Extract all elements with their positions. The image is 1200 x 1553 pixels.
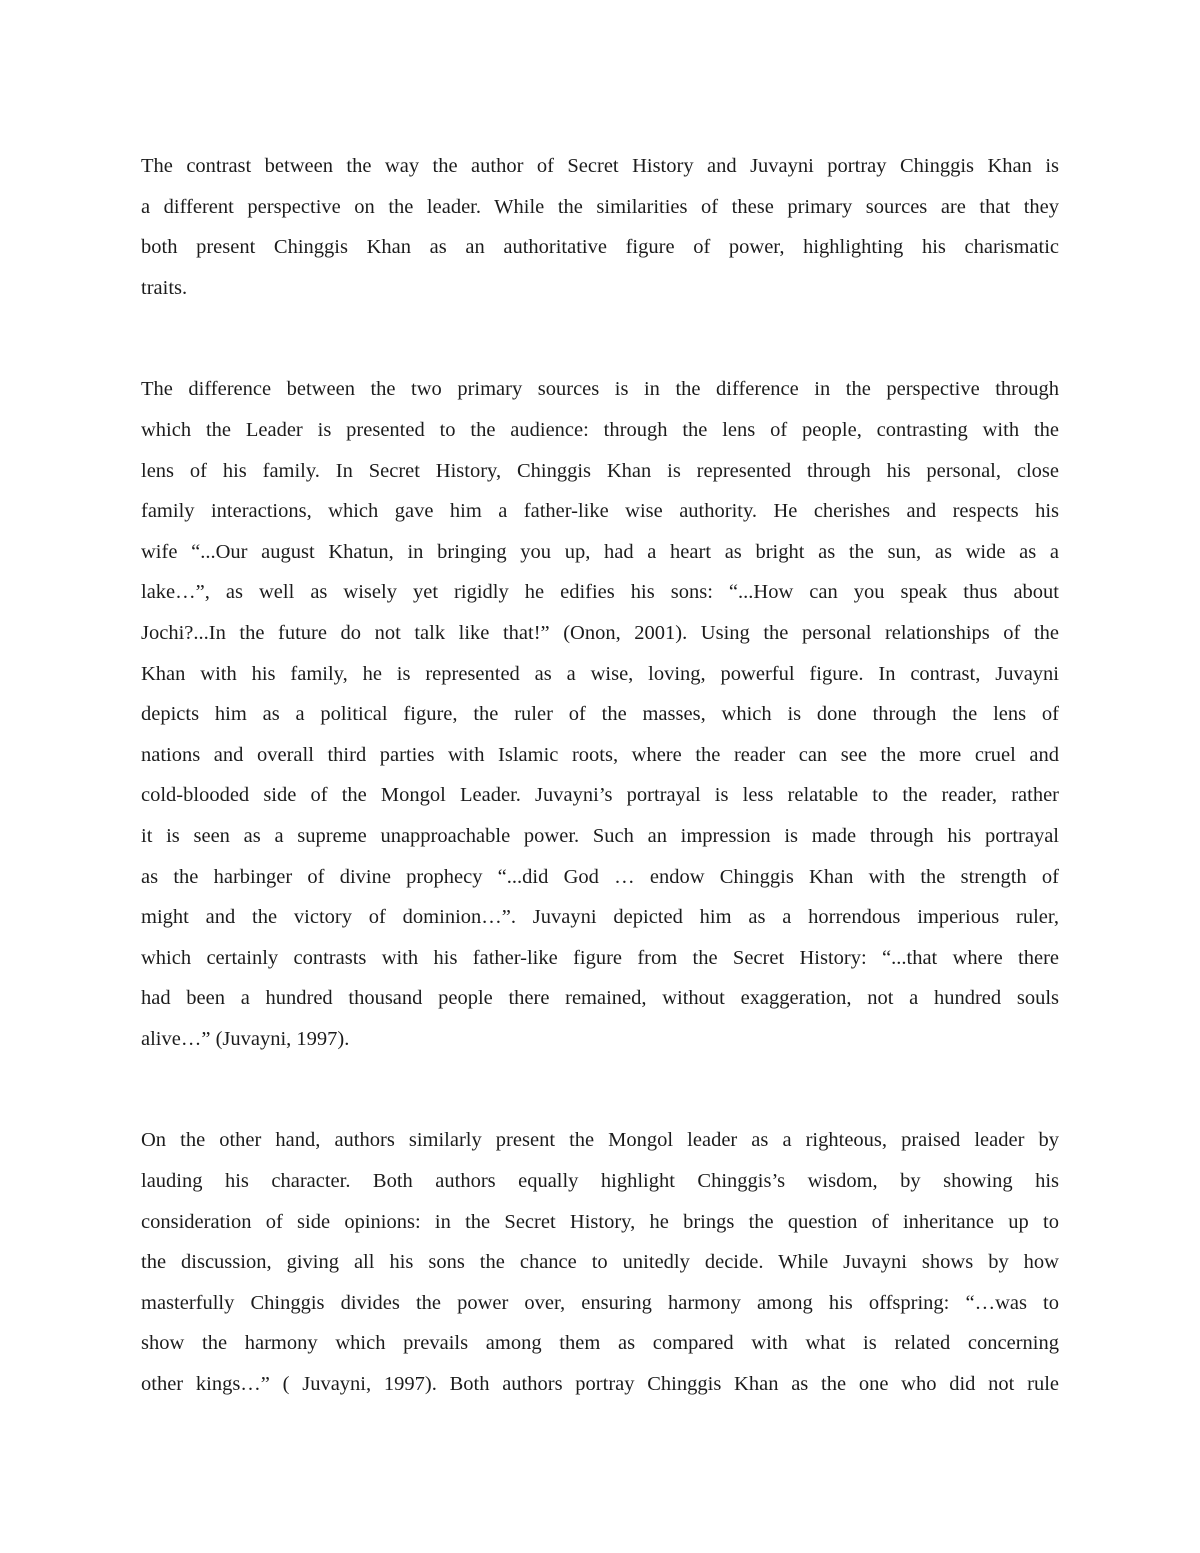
text-line: lens of his family. In Secret History, Chinggis Khan is represented through his personal, close xyxy=(141,459,1059,482)
text-line: the discussion, giving all his sons the chance to unitedly decide. While Juvayni shows by how xyxy=(141,1251,1059,1274)
text-line: both present Chinggis Khan as an authoritative figure of power, highlighting his charismatic xyxy=(141,236,1059,259)
text-line: depicts him as a political figure, the ruler of the masses, which is done through the lens of xyxy=(141,703,1059,726)
paragraph-3 xyxy=(141,1120,1059,1404)
text-line: which the Leader is presented to the audience: through the lens of people, contrasting with the xyxy=(141,418,1059,441)
text-line: as the harbinger of divine prophecy “...did God … endow Chinggis Khan with the strength of xyxy=(141,865,1059,888)
text-line: lake…”, as well as wisely yet rigidly he edifies his sons: “...How can you speak thus about xyxy=(141,581,1059,604)
text-line: show the harmony which prevails among them as compared with what is related concerning xyxy=(141,1332,1059,1355)
text-line: might and the victory of dominion…”. Juvayni depicted him as a horrendous imperious ruler, xyxy=(141,906,1059,929)
text-line: masterfully Chinggis divides the power over, ensuring harmony among his offspring: “…was to xyxy=(141,1291,1059,1314)
text-line: The difference between the two primary sources is in the difference in the perspective through xyxy=(141,378,1059,401)
text-line: family interactions, which gave him a father-like wise authority. He cherishes and respects his xyxy=(141,500,1059,523)
text-line: consideration of side opinions: in the Secret History, he brings the question of inheritance up to xyxy=(141,1210,1059,1233)
paragraph-2 xyxy=(141,369,1059,1059)
text-line: The contrast between the way the author of Secret History and Juvayni portray Chinggis Khan is xyxy=(141,155,1059,177)
text-line: wife “...Our august Khatun, in bringing you up, had a heart as bright as the sun, as wide as a xyxy=(141,540,1059,563)
text-line: Khan with his family, he is represented as a wise, loving, powerful figure. In contrast, Juvayni xyxy=(141,662,1059,685)
text-line: had been a hundred thousand people there remained, without exaggeration, not a hundred souls xyxy=(141,987,1059,1010)
text-line: which certainly contrasts with his father-like figure from the Secret History: “...that where there xyxy=(141,946,1059,969)
text-line: On the other hand, authors similarly present the Mongol leader as a righteous, praised leader by xyxy=(141,1129,1059,1152)
text-line: Jochi?...In the future do not talk like that!” (Onon, 2001). Using the personal relationships of the xyxy=(141,621,1059,644)
text-line: other kings…” ( Juvayni, 1997). Both authors portray Chinggis Khan as the one who did not rule xyxy=(141,1373,1059,1396)
paragraph-spacer xyxy=(141,308,1059,369)
text-line: alive…” (Juvayni, 1997). xyxy=(141,1027,350,1050)
paragraph-1 xyxy=(141,146,1059,308)
text-line: traits. xyxy=(141,276,188,299)
text-line: it is seen as a supreme unapproachable power. Such an impression is made through his portrayal xyxy=(141,824,1059,847)
text-line: cold-blooded side of the Mongol Leader. Juvayni’s portrayal is less relatable to the reader, rather xyxy=(141,784,1059,807)
paragraph-spacer xyxy=(141,1059,1059,1120)
text-line: nations and overall third parties with Islamic roots, where the reader can see the more cruel and xyxy=(141,743,1059,766)
text-line: lauding his character. Both authors equally highlight Chinggis’s wisdom, by showing his xyxy=(141,1170,1059,1193)
text-line: a different perspective on the leader. While the similarities of these primary sources are that they xyxy=(141,195,1059,218)
document-body xyxy=(141,146,1059,1405)
